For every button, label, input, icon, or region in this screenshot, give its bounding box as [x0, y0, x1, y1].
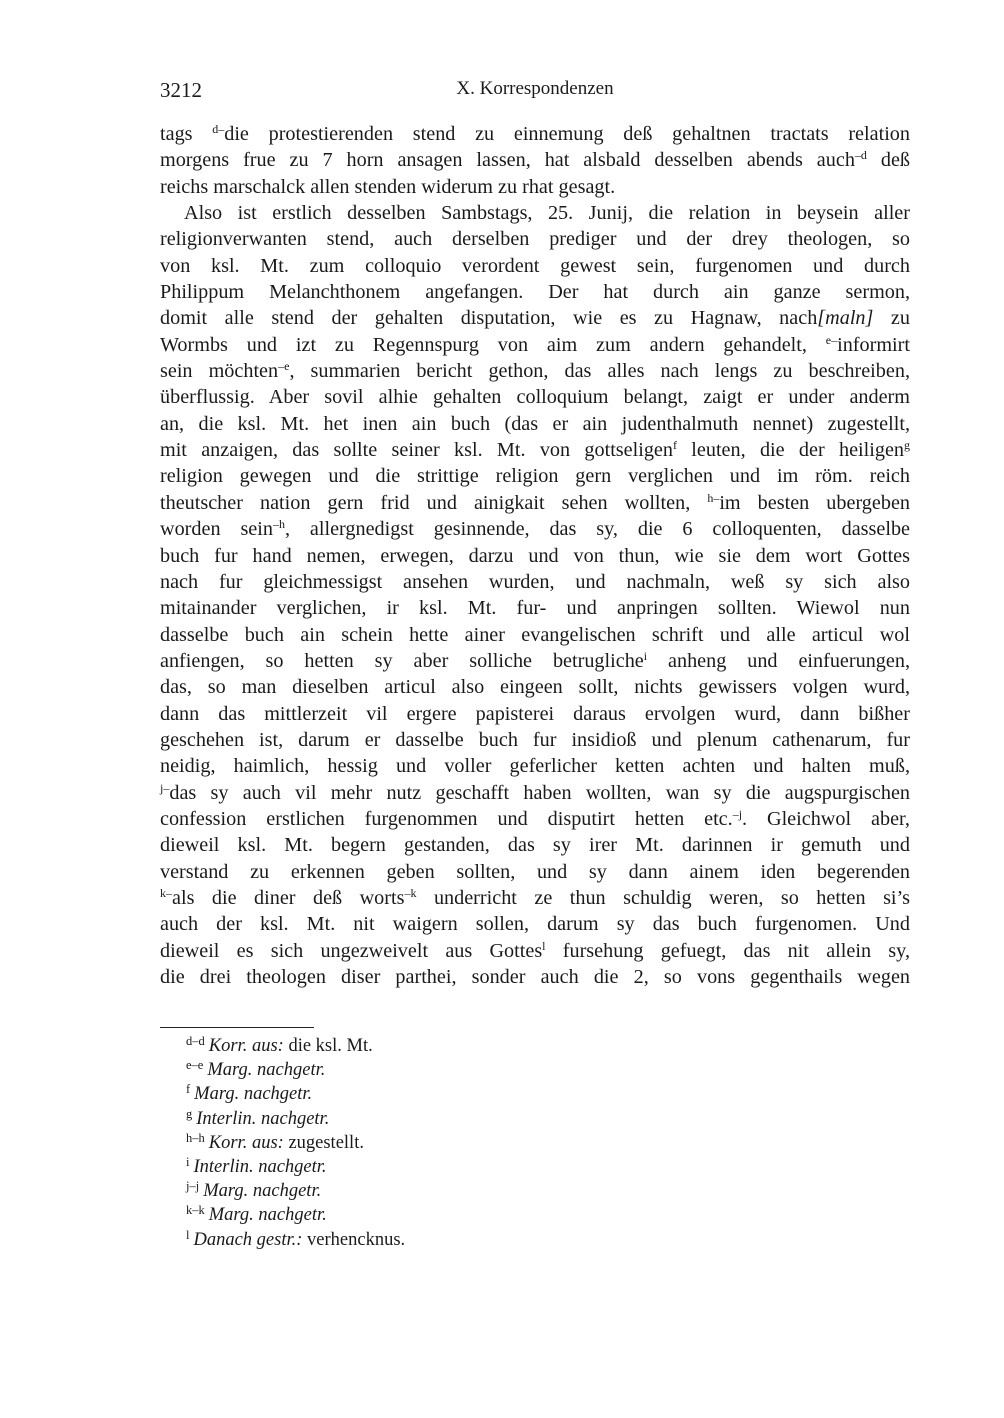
text-run: die protestierenden stend zu einnemung deß gehaltnen tractats relation — [224, 123, 910, 145]
footnote-label: Korr. aus: — [208, 1036, 284, 1056]
footnote-text: zugestellt. — [283, 1132, 364, 1153]
footnote-marker: g — [904, 438, 911, 453]
text-run: überflussig. Aber sovil alhie gehalten colloquium belangt, zaigt er under anderm — [160, 386, 910, 409]
text-run: anfiengen, so hetten sy aber solliche betrugliche — [160, 649, 644, 672]
footnote-text: die ksl. Mt. — [283, 1036, 373, 1056]
text-run: underricht ze thun schuldig weren, so hetten si’s — [416, 886, 910, 909]
text-run: reichs marschalck allen stenden widerum zu rhat gesagt. — [160, 175, 616, 198]
text-line — [160, 543, 910, 569]
footnote — [186, 1203, 405, 1227]
text-line — [160, 253, 910, 279]
text-run: sein möchten — [160, 360, 279, 383]
text-run: auch der ksl. Mt. nit waigern sollen, darum sy das buch furgenomen. Und — [160, 913, 910, 936]
running-title: X. Korrespondenzen — [456, 78, 614, 99]
page-header — [160, 78, 910, 106]
footnote-marker: l — [542, 938, 546, 953]
text-run: als die diner deß worts — [172, 886, 405, 909]
text-run: das sy auch vil mehr nutz geschafft haben wollten, wan sy die augspurgischen — [169, 781, 910, 804]
footnote-marker: e–e — [186, 1058, 204, 1073]
text-run: von ksl. Mt. zum colloquio verordent gewest sein, furgenomen und durch — [160, 254, 910, 277]
text-run: das, so man dieselben articul also eingeen sollt, nichts gewissers volgen wurd, — [160, 676, 910, 699]
footnotes — [186, 1034, 405, 1252]
text-line — [160, 121, 910, 147]
footnote-label: Interlin. nachgetr. — [196, 1108, 330, 1129]
text-run: an, die ksl. Mt. het inen ain buch (das er ain judenthalmuth nennet) zugestellt, — [160, 412, 910, 435]
text-line — [160, 595, 910, 621]
text-run: dieweil es sich ungezweivelt aus Gottes — [160, 939, 543, 962]
text-run: anheng und einfuerungen, — [647, 649, 910, 672]
footnote-marker: j–j — [186, 1179, 200, 1194]
footnote — [186, 1034, 405, 1058]
footnote-rule — [160, 1027, 314, 1028]
text-run: mitainander verglichen, ir ksl. Mt. fur- und anpringen sollten. Wiewol nun — [160, 597, 910, 620]
editorial-insert: [maln] — [817, 307, 874, 330]
text-run: worden sein — [160, 518, 273, 541]
text-run: dieweil ksl. Mt. begern gestanden, das sy irer Mt. darinnen ir gemuth und — [160, 834, 910, 857]
text-line — [160, 358, 910, 384]
text-line — [160, 200, 910, 226]
page-number: 3212 — [160, 78, 202, 102]
text-run: im besten ubergeben — [719, 491, 911, 514]
text-run: theutscher nation gern frid und ainigkait sehen wollten, — [160, 491, 708, 514]
text-run: confession erstlichen furgenommen und disputirt hetten etc. — [160, 807, 733, 830]
text-run: Wormbs und izt zu Regennspurg von aim zum andern gehandelt, — [160, 333, 826, 356]
text-line — [160, 701, 910, 727]
text-line — [160, 411, 910, 437]
footnote — [186, 1107, 405, 1131]
text-run: dasselbe buch ain schein hette ainer evangelischen schrift und alle articul wol — [160, 623, 910, 646]
text-run: . Gleichwol aber, — [742, 807, 910, 830]
text-run: religion gewegen und die strittige religion gern verglichen und im röm. reich — [160, 465, 910, 488]
footnote-marker: –h — [272, 517, 285, 532]
text-run: morgens frue zu 7 horn ansagen lassen, hat alsbald desselben abends auch — [160, 149, 855, 172]
footnote-marker: k–k — [186, 1203, 205, 1218]
text-line — [160, 147, 910, 173]
text-line — [160, 463, 910, 489]
text-run: zu — [873, 307, 910, 330]
footnote-marker: j– — [160, 780, 170, 795]
footnote-text: verhencknus. — [302, 1229, 406, 1250]
text-run: religionverwanten stend, auch derselben prediger und der drey theologen, so — [160, 228, 910, 251]
footnote-marker: g — [186, 1106, 193, 1121]
footnote-marker: –k — [404, 885, 417, 900]
footnote-marker: –j — [732, 806, 743, 821]
text-run: nach fur gleichmessigst ansehen wurden, und nachmaln, weß sy sich also — [160, 570, 910, 593]
text-run: fursehung gefuegt, das nit allein sy, — [545, 939, 910, 962]
text-line — [160, 569, 910, 595]
footnote-label: Marg. nachgetr. — [208, 1205, 327, 1226]
text-run: , allergnedigst gesinnende, das sy, die 6 colloquenten, dasselbe — [284, 518, 911, 541]
text-run: tags — [160, 123, 213, 145]
text-line — [160, 174, 910, 200]
text-run: Philippum Melanchthonem angefangen. Der hat durch ain ganze sermon, — [160, 281, 910, 304]
footnote-label: Interlin. nachgetr. — [193, 1156, 327, 1177]
footnote-marker: d–d — [186, 1034, 205, 1048]
text-line — [160, 490, 910, 516]
footnote-marker: f — [186, 1082, 191, 1097]
footnote-marker: f — [672, 438, 677, 453]
text-run: Also ist erstlich desselben Sambstags, 25. Junij, die relation in beysein aller — [184, 202, 910, 225]
text-line — [160, 279, 910, 305]
footnote-label: Korr. aus: — [208, 1132, 284, 1153]
text-run: neidig, haimlich, hessig und voller geferlicher ketten achten und halten muß, — [160, 755, 910, 778]
footnote-marker: k– — [160, 885, 172, 900]
text-line — [160, 832, 910, 858]
footnote-marker: e– — [825, 332, 838, 347]
text-run: die drei theologen diser parthei, sonder auch die 2, so vons gegenthails wegen — [160, 966, 910, 988]
text-line — [160, 964, 910, 990]
text-line — [160, 938, 910, 964]
footnote-marker: h– — [707, 490, 720, 505]
text-run: mit anzaigen, das sollte seiner ksl. Mt. von gottseligen — [160, 439, 673, 462]
footnote — [186, 1058, 405, 1082]
text-run: domit alle stend der gehalten disputation, wie es zu Hagnaw, nach — [160, 307, 818, 330]
text-line — [160, 806, 910, 832]
text-line — [160, 674, 910, 700]
text-run: , summarien bericht gethon, das alles nach lengs zu beschreiben, — [289, 360, 910, 383]
footnote-label: Marg. nachgetr. — [194, 1084, 313, 1105]
text-run: informirt — [837, 333, 910, 356]
text-line — [160, 911, 910, 937]
footnote-marker: –e — [278, 359, 290, 374]
footnote-label: Danach gestr.: — [193, 1229, 303, 1250]
main-text — [160, 121, 910, 990]
text-line — [160, 885, 910, 911]
footnote — [186, 1179, 405, 1203]
text-run: deß — [866, 149, 910, 172]
footnote — [186, 1228, 405, 1252]
footnote — [186, 1155, 405, 1179]
footnote-marker: i — [643, 648, 648, 663]
text-line — [160, 780, 910, 806]
text-line — [160, 753, 910, 779]
footnote-marker: l — [186, 1227, 190, 1242]
text-line — [160, 516, 910, 542]
text-line — [160, 332, 910, 358]
text-run: buch fur hand nemen, erwegen, darzu und von thun, wie sie dem wort Gottes — [160, 544, 910, 567]
text-line — [160, 859, 910, 885]
footnote-marker: h–h — [186, 1130, 205, 1145]
text-line — [160, 727, 910, 753]
text-line — [160, 437, 910, 463]
footnote — [186, 1082, 405, 1106]
footnote-marker: d– — [212, 122, 225, 136]
text-run: dann das mittlerzeit vil ergere papisterei daraus ervolgen wurd, dann bißher — [160, 702, 910, 725]
footnote-label: Marg. nachgetr. — [207, 1060, 326, 1081]
text-line — [160, 648, 910, 674]
footnote-marker: i — [186, 1154, 190, 1169]
text-line — [160, 384, 910, 410]
text-line — [160, 305, 910, 331]
text-run: geschehen ist, darum er dasselbe buch fur insidioß und plenum cathenarum, fur — [160, 728, 910, 751]
text-run: verstand zu erkennen geben sollten, und sy dann ainem iden begerenden — [160, 860, 910, 883]
text-run: leuten, die der heiligen — [676, 439, 905, 462]
footnote-marker: –d — [854, 148, 867, 163]
text-line — [160, 622, 910, 648]
footnote-label: Marg. nachgetr. — [203, 1181, 322, 1202]
footnote — [186, 1131, 405, 1155]
text-line — [160, 226, 910, 252]
